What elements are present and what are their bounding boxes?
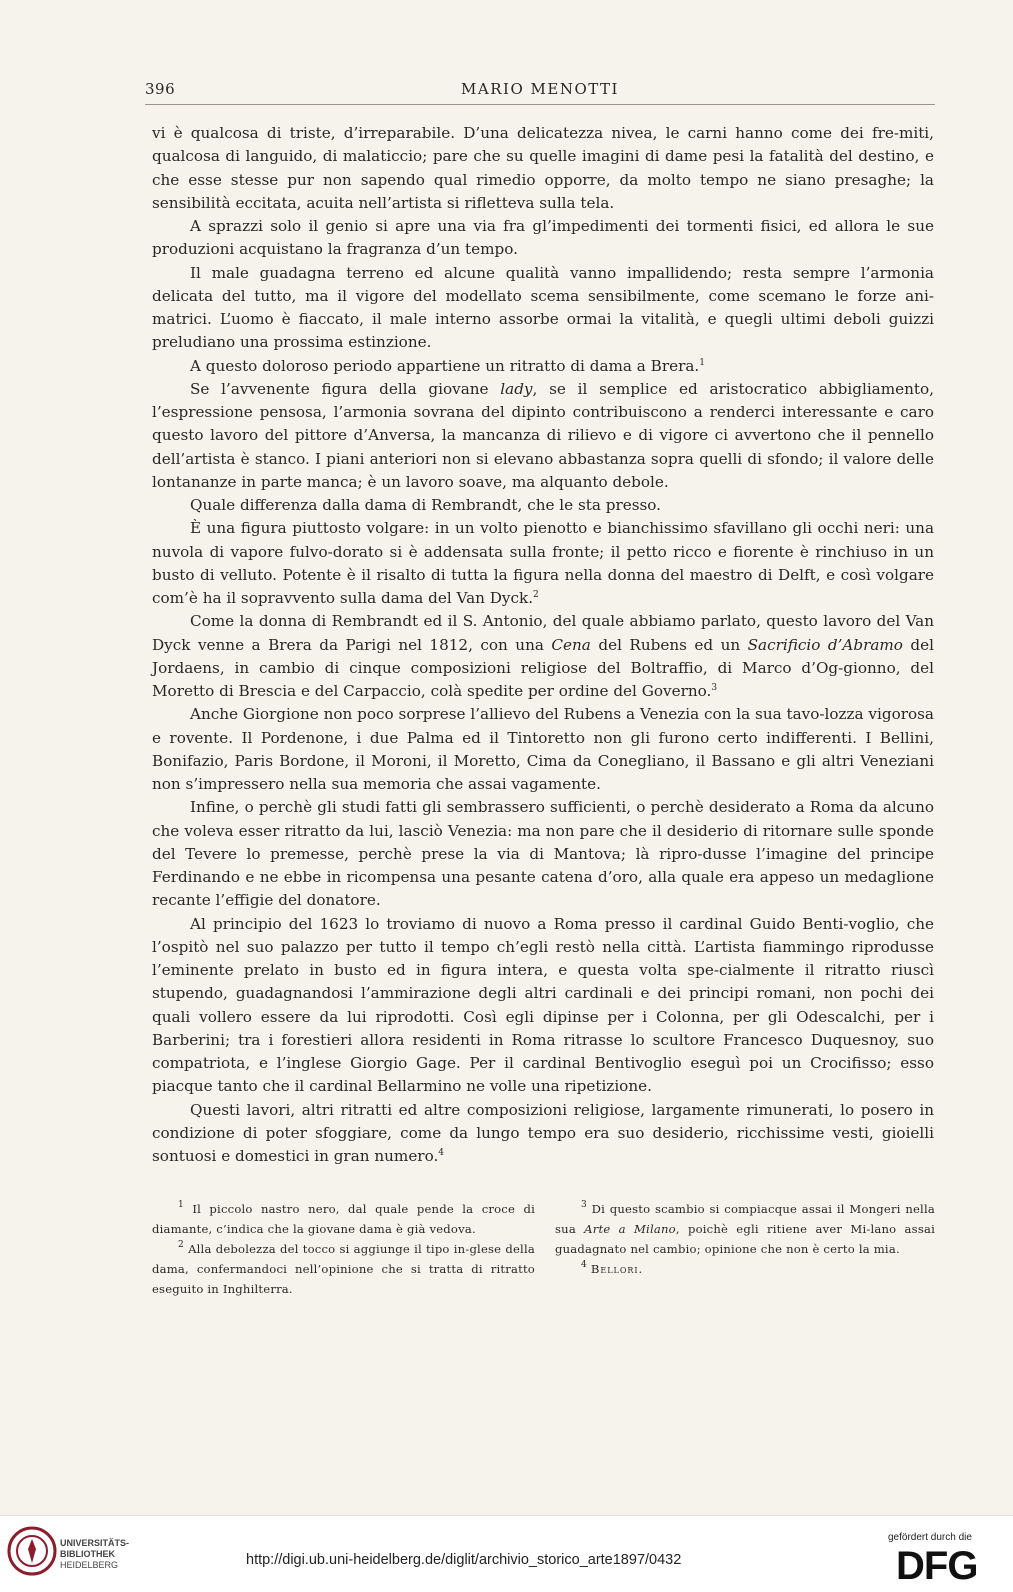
footnote-post: , poichè egli ritiene aver Mi-lano assai guadagnato nel cambio; opinione che non è certo la mia.: [555, 1222, 935, 1256]
italic-term: Sacrificio d’Abramo: [747, 635, 903, 654]
footnotes-right: [555, 1199, 935, 1279]
paragraph: [152, 262, 934, 355]
footnote-mark: 1: [178, 1200, 184, 1210]
footnote: [152, 1239, 535, 1299]
running-header: [145, 80, 935, 100]
text-run: A sprazzi solo il genio si apre una via fra gl’impedimenti dei tormenti fisici, ed allora le sue produzioni acquistano la fragranza d’un tempo.: [152, 217, 934, 259]
footnote: [152, 1199, 535, 1239]
header-rule: [145, 104, 935, 105]
paragraph: [152, 517, 934, 610]
footnote: [555, 1199, 935, 1259]
footnote-mark: 2: [178, 1240, 184, 1250]
library-line-2: BIBLIOTHEK: [60, 1549, 115, 1559]
paragraph: [152, 913, 934, 1099]
footnote-ref: 2: [533, 590, 539, 600]
text-run: Anche Giorgione non poco sorprese l’allievo del Rubens a Venezia con la sua tavo-​lozza vigorosa e rovente. Il Pordenone, i due Palma ed il Tintoretto non gli furono certo indifferenti. I Bellini, Bonifazio, Paris Bordone, il Moroni, il Moretto, Cima da Conegliano, il Bassano e gli altri Veneziani non s’impressero nella sua memoria che assai vagamente.: [152, 705, 934, 793]
permalink-url[interactable]: http://digi.ub.uni-heidelberg.de/diglit/archivio_storico_arte1897/0432: [246, 1552, 682, 1568]
text-run: Questi lavori, altri ritratti ed altre composizioni religiose, largamente rimunerati, lo posero in condizione di poter sfoggiare, come da lungo tempo era suo desiderio, ricchissime vesti, gioielli sontuosi e domestici in gran numero.: [152, 1100, 934, 1165]
library-name: [60, 1538, 129, 1571]
page-number: 396: [145, 80, 176, 98]
library-line-1: UNIVERSITÄTS-: [60, 1538, 130, 1548]
university-seal-icon: [6, 1525, 58, 1577]
footnote-smallcaps: Bellori.: [590, 1262, 644, 1276]
text-run: Al principio del 1623 lo troviamo di nuovo a Roma presso il cardinal Guido Benti-​voglio, che l’ospitò nel suo palazzo per tutto il tempo ch’egli restò nella città. L’artista fiammingo riprodusse l’eminente prelato in busto ed in figura intera, e questa volta spe-​cialmente il ritratto riuscì stupendo, guadagnandosi l’ammirazione degli altri cardinali e dei principi romani, non pochi dei quali vollero essere da lui riprodotti. Così egli dipinse per i Colonna, per gli Odescalchi, per i Barberini; tra i forestieri allora residenti in Roma ritrasse lo scultore Francesco Duquesnoy, suo compatriota, e l’inglese Giorgio Gage. Per il cardinal Bentivoglio eseguì poi un Crocifisso; esso piacque tanto che il cardinal Bellarmino ne volle una ripetizione.: [152, 914, 934, 1096]
footnote-text: Il piccolo nastro nero, dal quale pende la croce di diamante, c’indica che la giovane dama è già vedova.: [152, 1202, 535, 1236]
paragraph: [152, 494, 934, 517]
footnote: [555, 1259, 935, 1279]
paragraph: [152, 1099, 934, 1169]
footnote-ref: 4: [438, 1148, 445, 1158]
paragraph: [152, 703, 934, 796]
italic-term: lady: [500, 379, 533, 398]
footnote-text: Alla debolezza del tocco si aggiunge il tipo in-glese della dama, confermandoci nell’opinione che si tratta di ritratto eseguito in Inghilterra.: [152, 1242, 535, 1296]
text-run: del Rubens ed un: [590, 635, 748, 654]
text-run: Infine, o perchè gli studi fatti gli sembrassero sufficienti, o perchè desiderato a Roma da alcuno che voleva esser ritratto da lui, lasciò Venezia: ma non pare che il desiderio di ritornare sulle sponde del Tevere lo premesse, perchè prese la via di Mantova; là ripro-​dusse l’imagine del principe Ferdinando e ne ebbe in ricompensa una pesante catena d’oro, alla quale era appeso un medaglione recante l’effigie del donatore.: [152, 798, 934, 910]
running-title: MARIO MENOTTI: [461, 80, 619, 98]
paragraph: [152, 122, 934, 215]
footnote-pre: Di questo scambio si compiacque assai il Mongeri nella sua: [555, 1202, 935, 1236]
text-run: vi è qualcosa di triste, d’irreparabile. D’una delicatezza nivea, le carni hanno come dei fre-​miti, qualcosa di languido, di malaticcio; pare che su quelle imagini di dame pesi la fatalità del destino, e che esse stesse pur non sapendo qual rimedio opporre, da molto tempo ne siano presaghe; la sensibilità eccitata, acuita nell’artista si rifletteva sulla tela.: [152, 124, 934, 212]
dfg-logo-icon: [896, 1546, 996, 1582]
text-run: , se il semplice ed aristocratico abbigliamento, l’espressione pensosa, l’armonia sovrana del dipinto contribuiscono a renderci interessante e caro questo lavoro del pittore d’Anversa, la mancanza di rilievo e di vigore ci avvertono che il pennello dell’artista è stanco. I piani anteriori non si elevano abbastanza sopra quelli di sfondo; il valore delle lontananze in parte manca; è un lavoro soave, ma alquanto debole.: [152, 379, 934, 491]
footnote-italic: Arte a Milano: [584, 1222, 676, 1236]
text-run: Il male guadagna terreno ed alcune qualità vanno impallidendo; resta sempre l’armonia delicata del tutto, ma il vigore del modellato scema sensibilmente, come scemano le forze ani-​matrici. L’uomo è fiaccato, il male interno assorbe ormai la vitalità, e quegli ultimi deboli guizzi preludiano una prossima estinzione.: [152, 263, 934, 352]
paragraph: [152, 215, 934, 262]
paragraph: [152, 355, 934, 378]
italic-term: Cena: [551, 635, 591, 654]
dfg-logo-text: DFG: [896, 1546, 978, 1582]
paragraph: [152, 610, 934, 703]
footnote-ref: 1: [699, 357, 705, 368]
text-run: Quale differenza dalla dama di Rembrandt, che le sta presso.: [190, 496, 662, 514]
footnote-ref: 3: [711, 683, 718, 693]
funding-text: gefördert durch die: [888, 1532, 972, 1543]
footnotes-left: [152, 1199, 535, 1299]
footnote-mark: 4: [581, 1260, 587, 1270]
text-run: È una figura piuttosto volgare: in un volto pienotto e bianchissimo sfavillano gli occhi neri: una nuvola di vapore fulvo-​dorato si è addensata sulla fronte; il petto ricco e fiorente è rinchiuso in un busto di velluto. Potente è il risalto di tutta la figura nella donna del maestro di Delft, e così volgare com’è ha il sopravvento sulla dama del Van Dyck.: [152, 519, 934, 607]
text-run: A questo doloroso periodo appartiene un ritratto di dama a Brera.: [190, 356, 700, 375]
text-run: Se l’avvenente figura della giovane: [190, 379, 501, 398]
library-line-3: HEIDELBERG: [60, 1560, 119, 1570]
paragraph: [152, 796, 934, 912]
text-run: del Jordaens, in cambio di cinque composizioni religiose del Boltraffio, di Marco d’Og-​gionno, del Moretto di Brescia e del Carpaccio, colà spedite per ordine del Governo.: [152, 635, 935, 700]
footnote-mark: 3: [581, 1200, 587, 1210]
text-run: Come la donna di Rembrandt ed il S. Antonio, del quale abbiamo parlato, questo lavoro del Van Dyck venne a Brera da Parigi nel 1812, con una: [152, 612, 934, 654]
paragraph: [152, 378, 934, 494]
main-text: [152, 122, 934, 1168]
